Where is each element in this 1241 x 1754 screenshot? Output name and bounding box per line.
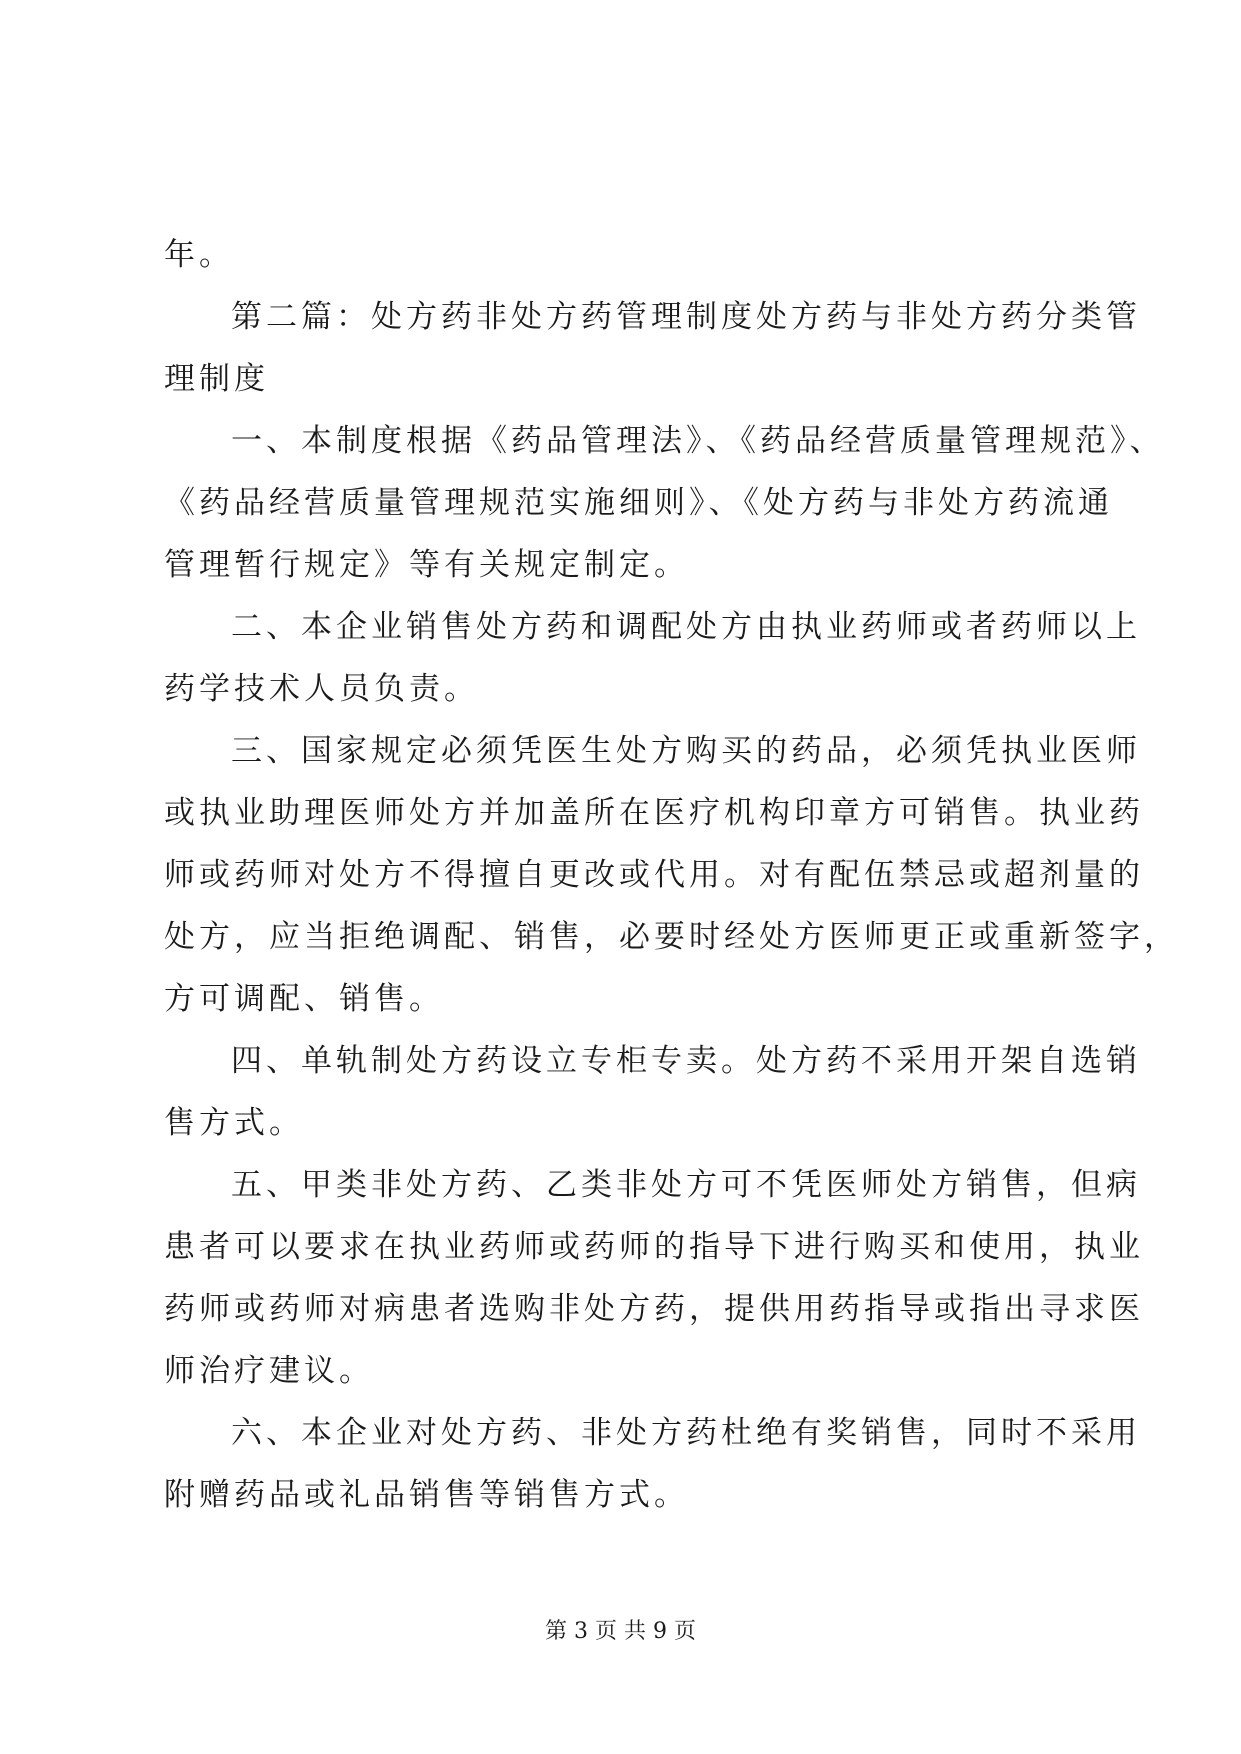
text-line: 药学技术人员负责。 bbox=[164, 671, 479, 707]
text-line: 六、本企业对处方药、非处方药杜绝有奖销售，同时不采用 bbox=[231, 1415, 1141, 1451]
page-footer bbox=[0, 1617, 1241, 1647]
text-line: 处方，应当拒绝调配、销售，必要时经处方医师更正或重新签字， bbox=[164, 919, 1179, 955]
text-line: 患者可以要求在执业药师或药师的指导下进行购买和使用，执业 bbox=[164, 1229, 1144, 1265]
page-number-label: 第 3 页 共 9 页 bbox=[545, 1619, 696, 1644]
text-line: 师治疗建议。 bbox=[164, 1353, 374, 1389]
text-line: 师或药师对处方不得擅自更改或代用。对有配伍禁忌或超剂量的 bbox=[164, 857, 1144, 893]
section-heading-line: 理制度 bbox=[164, 361, 269, 397]
text-line: 年。 bbox=[164, 237, 234, 273]
document-body bbox=[164, 224, 1179, 1526]
section-heading-line: 第二篇：处方药非处方药管理制度处方药与非处方药分类管 bbox=[231, 299, 1141, 335]
text-line: 五、甲类非处方药、乙类非处方可不凭医师处方销售，但病 bbox=[231, 1167, 1141, 1203]
text-line: 《药品经营质量管理规范实施细则》、《处方药与非处方药流通 bbox=[164, 485, 1113, 521]
text-line: 方可调配、销售。 bbox=[164, 981, 444, 1017]
text-line: 药师或药师对病患者选购非处方药，提供用药指导或指出寻求医 bbox=[164, 1291, 1144, 1327]
text-line: 四、单轨制处方药设立专柜专卖。处方药不采用开架自选销 bbox=[231, 1043, 1141, 1079]
text-line: 三、国家规定必须凭医生处方购买的药品，必须凭执业医师 bbox=[231, 733, 1141, 769]
text-line: 管理暂行规定》等有关规定制定。 bbox=[164, 547, 689, 583]
text-line: 售方式。 bbox=[164, 1105, 304, 1141]
text-line: 或执业助理医师处方并加盖所在医疗机构印章方可销售。执业药 bbox=[164, 795, 1144, 831]
text-line: 二、本企业销售处方药和调配处方由执业药师或者药师以上 bbox=[231, 609, 1141, 645]
text-line: 一、本制度根据《药品管理法》、《药品经营质量管理规范》、 bbox=[231, 423, 1165, 459]
text-line: 附赠药品或礼品销售等销售方式。 bbox=[164, 1477, 689, 1513]
